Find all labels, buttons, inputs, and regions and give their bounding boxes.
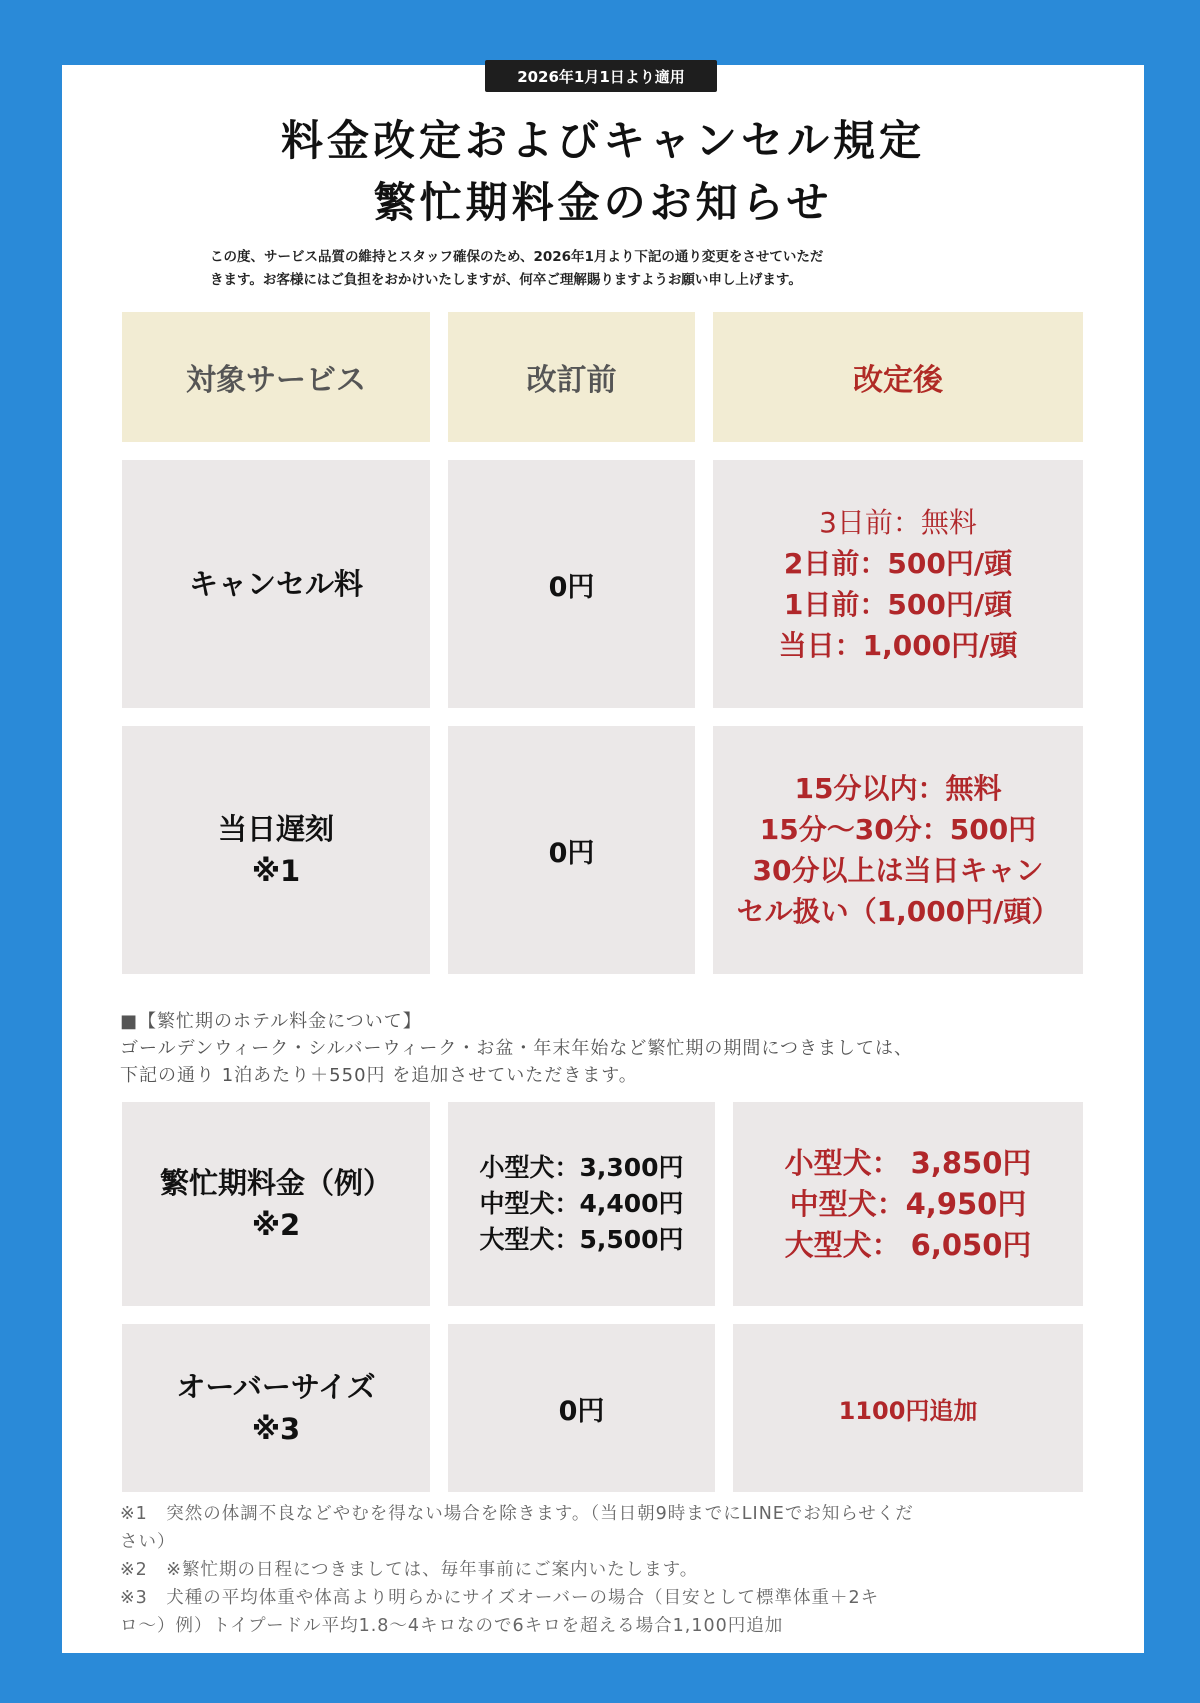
late-service-note: ※1 <box>251 854 301 888</box>
late-after-line: 15分以内：無料 <box>794 772 1002 805</box>
title-line-1: 料金改定およびキャンセル規定 <box>280 116 925 165</box>
header-service <box>122 312 430 442</box>
intro-line-2: きます。お客様にはご負担をおかけいたしますが、何卒ご理解賜りますようお願い申し上げます。 <box>210 272 802 288</box>
hotel-note-line-2: 下記の通り 1泊あたり＋550円 を追加させていただきます。 <box>120 1065 638 1086</box>
row-late-after <box>713 726 1083 974</box>
busy-before-line: 小型犬：3,300円 <box>479 1153 684 1182</box>
late-before-value: 0円 <box>548 837 595 869</box>
cancel-before-value: 0円 <box>548 571 595 603</box>
cancel-after-line: 当日：1,000円/頭 <box>778 629 1018 662</box>
header-after <box>713 312 1083 442</box>
footnote-line: ※1 突然の体調不良などやむを得ない場合を除きます。（当日朝9時までにLINEでお知らせくだ <box>120 1504 914 1524</box>
footnote-line: さい） <box>120 1532 176 1552</box>
cancel-after-line: 2日前：500円/頭 <box>783 547 1013 580</box>
header-after-label: 改定後 <box>853 363 943 398</box>
oversize-service-label: オーバーサイズ <box>176 1370 376 1404</box>
busy-after-line: 大型犬： 6,050円 <box>784 1227 1032 1262</box>
busy-before-line: 大型犬：5,500円 <box>479 1225 684 1254</box>
header-service-label: 対象サービス <box>186 363 366 398</box>
title-line-2: 繁忙期料金のお知らせ <box>373 178 833 227</box>
cancel-after-line: 1日前：500円/頭 <box>783 588 1013 621</box>
footnote-line: ロ〜）例）トイプードル平均1.8〜4キロなので6キロを超える場合1,100円追加 <box>120 1616 784 1636</box>
busy-service-note: ※2 <box>251 1208 301 1242</box>
row-cancel-before <box>448 460 695 708</box>
footnotes <box>120 1500 1090 1640</box>
row-late-before <box>448 726 695 974</box>
busy-before-line: 中型犬：4,400円 <box>479 1189 684 1218</box>
late-service-label: 当日遅刻 <box>217 812 334 846</box>
late-after-line: 15分〜30分：500円 <box>759 813 1037 846</box>
page-title <box>62 110 1144 234</box>
row-cancel-after <box>713 460 1083 708</box>
row-busy-service <box>122 1102 430 1306</box>
late-after-line: セル扱い（1,000円/頭） <box>736 895 1060 928</box>
oversize-service-note: ※3 <box>251 1412 301 1446</box>
row-oversize-service <box>122 1324 430 1492</box>
effective-date-badge: 2026年1月1日より適用 <box>485 60 717 92</box>
hotel-note-line-1: ゴールデンウィーク・シルバーウィーク・お盆・年末年始など繁忙期の期間につきましては、 <box>120 1038 914 1059</box>
oversize-before-value: 0円 <box>558 1395 605 1427</box>
intro-line-1: この度、サービス品質の維持とスタッフ確保のため、2026年1月より下記の通り変更をさせていただ <box>210 249 824 265</box>
row-oversize-before <box>448 1324 715 1492</box>
row-busy-after <box>733 1102 1083 1306</box>
late-after-line: 30分以上は当日キャン <box>752 854 1044 887</box>
busy-after-line: 中型犬：4,950円 <box>789 1186 1027 1221</box>
busy-service-label: 繁忙期料金（例） <box>159 1166 392 1200</box>
row-late-service <box>122 726 430 974</box>
hotel-note <box>120 1008 1080 1089</box>
row-busy-before <box>448 1102 715 1306</box>
cancel-service-label: キャンセル料 <box>188 567 363 601</box>
row-cancel-service <box>122 460 430 708</box>
footnote-line: ※3 犬種の平均体重や体高より明らかにサイズオーバーの場合（目安として標準体重＋2キ <box>120 1588 880 1608</box>
intro-text <box>210 246 1050 292</box>
row-oversize-after <box>733 1324 1083 1492</box>
busy-after-line: 小型犬： 3,850円 <box>784 1145 1032 1180</box>
header-before-label: 改訂前 <box>526 363 617 398</box>
cancel-after-line: 3日前：無料 <box>819 506 977 539</box>
hotel-note-heading: ■【繁忙期のホテル料金について】 <box>120 1011 422 1032</box>
oversize-after-value: 1100円追加 <box>838 1396 978 1425</box>
footnote-line: ※2 ※繁忙期の日程につきましては、毎年事前にご案内いたします。 <box>120 1560 699 1580</box>
header-before <box>448 312 695 442</box>
